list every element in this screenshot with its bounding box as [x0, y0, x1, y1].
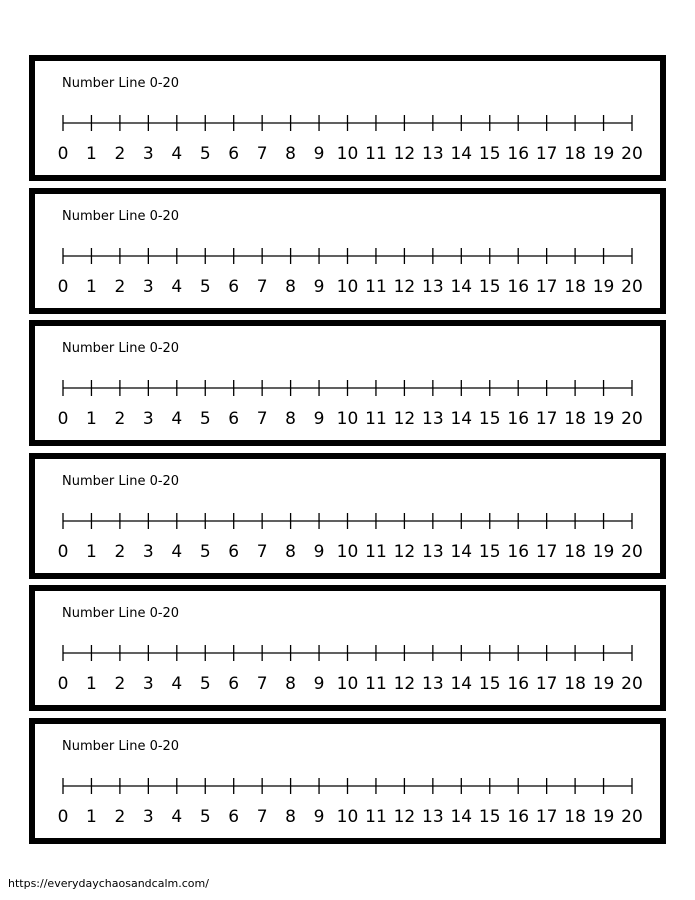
tick-label: 4: [171, 541, 183, 562]
tick-label: 17: [535, 674, 558, 695]
number-line-strip: [29, 55, 666, 181]
tick-label: 16: [507, 807, 530, 827]
tick-label: 4: [171, 807, 183, 827]
tick-label: 12: [393, 276, 416, 297]
number-line-strip: [29, 320, 666, 446]
tick-label: 19: [592, 674, 615, 695]
tick-label: 13: [422, 674, 444, 695]
tick-label: 5: [199, 807, 211, 827]
tick-label: 12: [393, 144, 416, 164]
tick-label: 1: [86, 674, 97, 695]
number-line: [35, 591, 660, 705]
tick-label: 18: [564, 541, 586, 562]
tick-label: 9: [313, 276, 325, 297]
tick-label: 20: [621, 541, 643, 562]
tick-label: 13: [422, 144, 444, 164]
tick-label: 8: [285, 144, 297, 164]
tick-label: 11: [365, 807, 387, 827]
strip-title: Number Line 0-20: [62, 606, 180, 622]
tick-label: 13: [422, 541, 444, 562]
tick-label: 17: [535, 144, 558, 164]
tick-label: 5: [199, 674, 211, 695]
tick-label: 7: [256, 541, 268, 562]
tick-label: 0: [57, 276, 69, 297]
tick-label: 6: [228, 144, 240, 164]
tick-label: 7: [256, 807, 268, 827]
tick-label: 3: [142, 674, 154, 695]
tick-label: 9: [313, 807, 325, 827]
tick-label: 10: [336, 276, 359, 297]
tick-label: 4: [171, 409, 183, 430]
tick-label: 0: [57, 807, 69, 827]
tick-label: 9: [313, 674, 325, 695]
tick-label: 5: [199, 276, 211, 297]
tick-label: 8: [285, 276, 297, 297]
tick-label: 16: [507, 674, 530, 695]
tick-label: 3: [142, 276, 154, 297]
tick-label: 14: [450, 144, 473, 164]
tick-label: 2: [114, 541, 126, 562]
number-line: [35, 194, 660, 308]
tick-label: 3: [142, 144, 154, 164]
tick-label: 19: [592, 276, 615, 297]
tick-label: 19: [592, 541, 615, 562]
tick-label: 12: [393, 807, 416, 827]
tick-label: 18: [564, 807, 586, 827]
tick-label: 5: [199, 144, 211, 164]
tick-label: 12: [393, 674, 416, 695]
strip-title: Number Line 0-20: [62, 208, 180, 224]
tick-label: 14: [450, 541, 473, 562]
tick-label: 20: [621, 144, 643, 164]
strip-title: Number Line 0-20: [62, 739, 180, 754]
tick-label: 9: [313, 144, 325, 164]
tick-label: 5: [199, 409, 211, 430]
tick-label: 15: [478, 144, 501, 164]
strip-title: Number Line 0-20: [62, 76, 180, 91]
number-line-strip: [29, 585, 666, 711]
tick-label: 4: [171, 674, 183, 695]
tick-label: 16: [507, 409, 530, 430]
tick-label: 8: [285, 409, 297, 430]
tick-label: 7: [256, 276, 268, 297]
tick-label: 2: [114, 807, 126, 827]
tick-label: 3: [142, 807, 154, 827]
tick-label: 13: [422, 807, 444, 827]
tick-label: 20: [621, 409, 643, 430]
tick-label: 7: [256, 674, 268, 695]
tick-label: 17: [535, 807, 558, 827]
tick-label: 20: [621, 674, 643, 695]
tick-label: 14: [450, 807, 473, 827]
tick-label: 5: [199, 541, 211, 562]
tick-label: 9: [313, 541, 325, 562]
tick-label: 7: [256, 144, 268, 164]
tick-label: 1: [86, 807, 97, 827]
tick-label: 13: [422, 409, 444, 430]
tick-label: 0: [57, 541, 69, 562]
tick-label: 11: [365, 674, 387, 695]
tick-label: 10: [336, 541, 359, 562]
tick-label: 19: [592, 409, 615, 430]
tick-label: 7: [256, 409, 268, 430]
tick-label: 15: [478, 674, 501, 695]
tick-label: 12: [393, 409, 416, 430]
tick-label: 2: [114, 144, 126, 164]
tick-label: 19: [592, 807, 615, 827]
tick-label: 18: [564, 276, 586, 297]
strip-title: Number Line 0-20: [62, 341, 180, 357]
tick-label: 1: [86, 276, 97, 297]
tick-label: 6: [228, 276, 240, 297]
tick-label: 1: [86, 409, 97, 430]
strip-title: Number Line 0-20: [62, 473, 180, 489]
tick-label: 15: [478, 409, 501, 430]
tick-label: 1: [86, 144, 97, 164]
tick-label: 6: [228, 674, 240, 695]
tick-label: 6: [228, 807, 240, 827]
tick-label: 17: [535, 541, 558, 562]
tick-label: 1: [86, 541, 97, 562]
tick-label: 16: [507, 541, 530, 562]
tick-label: 2: [114, 674, 126, 695]
tick-label: 17: [535, 276, 558, 297]
tick-label: 11: [365, 409, 387, 430]
tick-label: 14: [450, 276, 473, 297]
tick-label: 10: [336, 409, 359, 430]
tick-label: 11: [365, 276, 387, 297]
tick-label: 3: [142, 541, 154, 562]
tick-label: 15: [478, 276, 501, 297]
tick-label: 8: [285, 674, 297, 695]
number-line: [35, 724, 660, 838]
tick-label: 16: [507, 276, 530, 297]
tick-label: 8: [285, 807, 297, 827]
tick-label: 2: [114, 409, 126, 430]
tick-label: 15: [478, 807, 501, 827]
tick-label: 9: [313, 409, 325, 430]
tick-label: 15: [478, 541, 501, 562]
tick-label: 18: [564, 409, 586, 430]
tick-label: 3: [142, 409, 154, 430]
tick-label: 0: [57, 409, 69, 430]
tick-label: 17: [535, 409, 558, 430]
tick-label: 20: [621, 276, 643, 297]
tick-label: 19: [592, 144, 615, 164]
number-line: [35, 326, 660, 440]
tick-label: 10: [336, 144, 359, 164]
tick-label: 14: [450, 409, 473, 430]
tick-label: 2: [114, 276, 126, 297]
tick-label: 14: [450, 674, 473, 695]
source-url: https://everydaychaosandcalm.com/: [8, 877, 209, 890]
tick-label: 6: [228, 541, 240, 562]
tick-label: 4: [171, 276, 183, 297]
tick-label: 0: [57, 674, 69, 695]
tick-label: 16: [507, 144, 530, 164]
tick-label: 18: [564, 674, 586, 695]
tick-label: 8: [285, 541, 297, 562]
tick-label: 18: [564, 144, 586, 164]
number-line: [35, 61, 660, 175]
tick-label: 4: [171, 144, 183, 164]
tick-label: 11: [365, 144, 387, 164]
number-line: [35, 459, 660, 573]
tick-label: 11: [365, 541, 387, 562]
number-line-strip: [29, 188, 666, 314]
tick-label: 6: [228, 409, 240, 430]
tick-label: 0: [57, 144, 69, 164]
tick-label: 13: [422, 276, 444, 297]
number-line-strip: [29, 453, 666, 579]
number-line-strip: [29, 718, 666, 844]
tick-label: 10: [336, 674, 359, 695]
tick-label: 12: [393, 541, 416, 562]
tick-label: 10: [336, 807, 359, 827]
tick-label: 20: [621, 807, 643, 827]
